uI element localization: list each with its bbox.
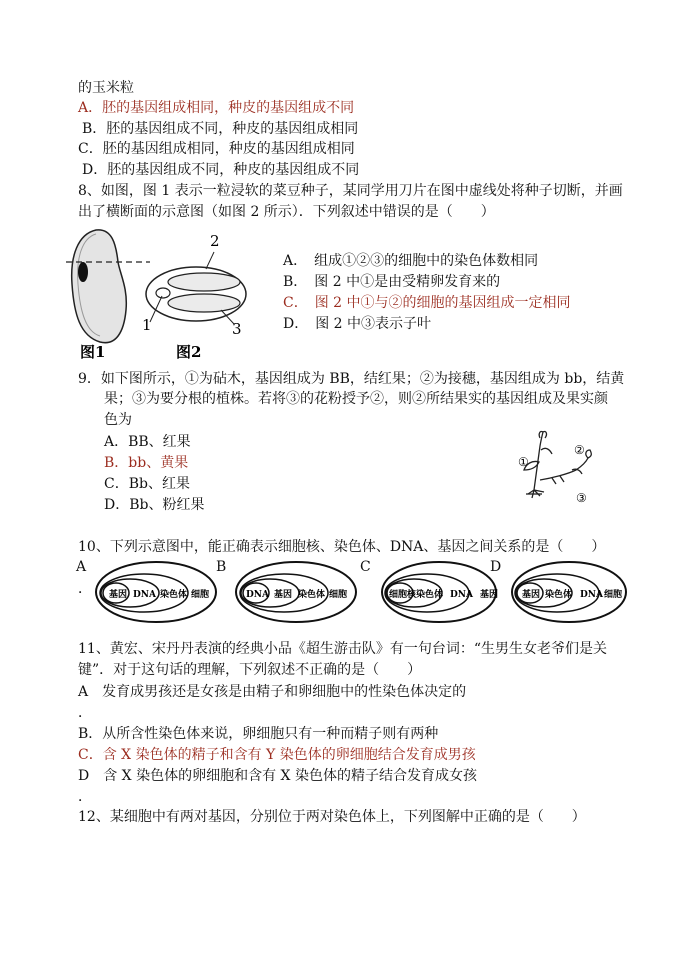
q10-a-label-dna: DNA bbox=[133, 590, 157, 600]
q7-option-b: B．胚的基因组成不同，种皮的基因组成相同 bbox=[82, 121, 359, 137]
q11-option-d-dot: ． bbox=[78, 789, 92, 805]
q10-d-label-dna: DNA bbox=[580, 590, 604, 600]
label-2: 2 bbox=[210, 232, 220, 250]
q11-stem-1: 11、黄宏、宋丹丹表演的经典小品《超生游击队》有一句台词：“生男生女老爷们是关 bbox=[78, 641, 607, 657]
label-3: 3 bbox=[232, 320, 242, 338]
q11-option-a-dot: ． bbox=[78, 705, 92, 721]
caption-figure2: 图2 bbox=[176, 343, 202, 361]
q10-b-label-gene: 基因 bbox=[274, 590, 293, 600]
q10-a-label-gene: 基因 bbox=[109, 590, 128, 600]
q9-stem-1: 9．如下图所示，①为砧木，基因组成为 BB，结红果；②为接穗，基因组成为 bb，结黄 bbox=[78, 371, 625, 387]
q10-b-label-dna: DNA bbox=[246, 590, 270, 600]
grafted-plant-figure bbox=[512, 428, 606, 508]
figure2-cross-section bbox=[146, 252, 246, 324]
q9-stem-2: 果；③为要分根的植株。若将③的花粉授予②，则②所结果实的基因组成及果实颜 bbox=[104, 391, 608, 407]
q9-option-b: B．bb、黄果 bbox=[104, 455, 189, 471]
q8-option-a: A． 组成①②③的细胞中的染色体数相同 bbox=[283, 253, 539, 269]
q10-option-c-diagram bbox=[380, 560, 498, 624]
q8-option-d: D． 图 2 中③表示子叶 bbox=[283, 316, 432, 332]
q10-option-b-letter: B bbox=[216, 559, 227, 575]
q12-stem: 12、某细胞中有两对基因，分别位于两对染色体上，下列图解中正确的是（ ） bbox=[78, 809, 586, 825]
q10-c-label-gene: 基因 bbox=[480, 590, 498, 600]
label-circle-1: ① bbox=[518, 455, 529, 469]
q11-stem-2: 键”．对于这句话的理解，下列叙述不正确的是（ ） bbox=[78, 662, 422, 678]
q7-option-a: A．胚的基因组成相同，种皮的基因组成不同 bbox=[78, 100, 355, 116]
q7-option-d: D．胚的基因组成不同，种皮的基因组成不同 bbox=[82, 162, 360, 178]
q10-a-label-cell: 细胞 bbox=[191, 590, 210, 600]
q9-option-d: D．Bb、粉红果 bbox=[104, 497, 205, 513]
label-1: 1 bbox=[142, 316, 152, 334]
q10-option-a-letter: A bbox=[76, 559, 87, 575]
q9-option-a: A．BB、红果 bbox=[104, 434, 191, 450]
q8-stem-1: 8、如图，图 1 表示一粒浸软的菜豆种子，某同学用刀片在图中虚线处将种子切断，并画 bbox=[78, 183, 623, 199]
q11-option-a: A 发育成男孩还是女孩是由精子和卵细胞中的性染色体决定的 bbox=[78, 684, 467, 700]
q8-stem-2: 出了横断面的示意图（如图 2 所示）．下列叙述中错误的是（ ） bbox=[78, 204, 495, 220]
q10-d-label-chromosome: 染色体 bbox=[545, 590, 573, 600]
q10-b-label-cell: 细胞 bbox=[329, 590, 348, 600]
q10-option-d-letter: D bbox=[490, 559, 502, 575]
label-circle-3: ③ bbox=[576, 491, 587, 505]
q11-option-b: B．从所含性染色体来说，卵细胞只有一种而精子则有两种 bbox=[78, 726, 439, 742]
line-q7-tail: 的玉米粒 bbox=[78, 80, 134, 96]
q10-option-b-diagram bbox=[234, 560, 358, 624]
q10-a-label-chromosome: 染色体 bbox=[160, 590, 188, 600]
q7-option-c: C．胚的基因组成相同，种皮的基因组成相同 bbox=[78, 141, 355, 157]
q10-option-a-dot: ． bbox=[78, 581, 92, 597]
q8-option-b: B． 图 2 中①是由受精卵发育来的 bbox=[283, 274, 501, 290]
label-circle-2: ② bbox=[574, 443, 585, 457]
q10-d-label-cell: 细胞 bbox=[604, 590, 623, 600]
q10-option-c-letter: C bbox=[360, 559, 371, 575]
q11-option-d: D 含 X 染色体的卵细胞和含有 X 染色体的精子结合发育成女孩 bbox=[78, 768, 477, 784]
figure1-seed bbox=[66, 230, 150, 343]
bean-seed-figure bbox=[66, 226, 248, 362]
q11-option-c: C．含 X 染色体的精子和含有 Y 染色体的卵细胞结合发育成男孩 bbox=[78, 747, 476, 763]
q10-c-label-dna: DNA bbox=[450, 590, 474, 600]
caption-figure1: 图1 bbox=[80, 343, 106, 361]
q10-d-label-gene: 基因 bbox=[522, 590, 541, 600]
q10-c-label-chromosome: 染色体 bbox=[416, 590, 444, 600]
q10-option-d-diagram bbox=[510, 560, 628, 624]
q10-stem: 10、下列示意图中，能正确表示细胞核、染色体、DNA、基因之间关系的是（ ） bbox=[78, 539, 606, 555]
q10-c-label-nucleus: 细胞核 bbox=[389, 590, 417, 600]
q10-b-label-chromosome: 染色体 bbox=[298, 590, 326, 600]
q10-option-a-diagram bbox=[94, 560, 218, 624]
q8-option-c: C． 图 2 中①与②的细胞的基因组成一定相同 bbox=[283, 295, 571, 311]
q9-stem-3: 色为 bbox=[104, 412, 132, 428]
q9-option-c: C．Bb、红果 bbox=[104, 476, 190, 492]
